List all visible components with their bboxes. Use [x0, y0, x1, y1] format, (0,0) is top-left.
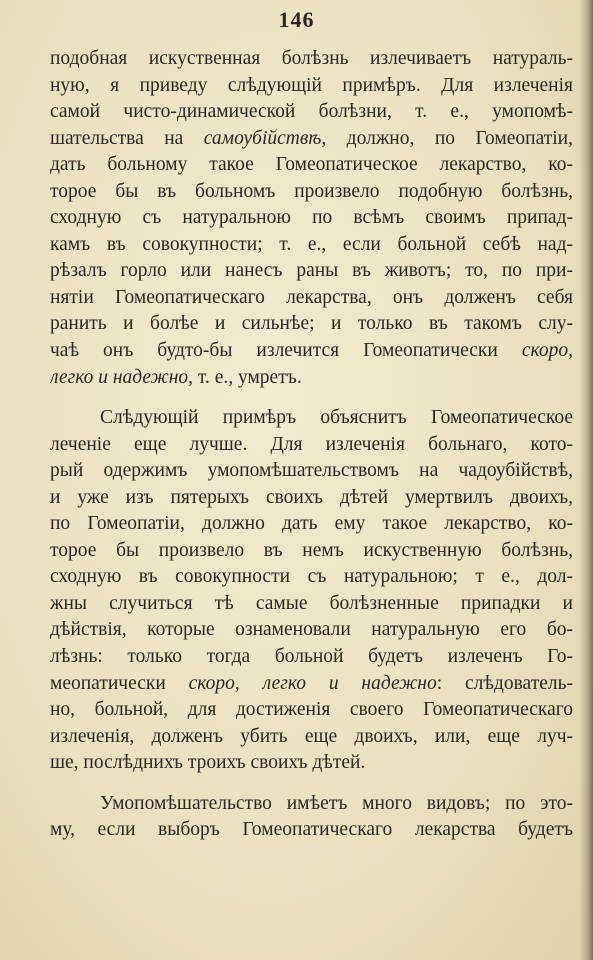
text-line: [50, 724, 573, 751]
text-line: [50, 432, 573, 459]
text-run: излеченія, долженъ убить еще двоихъ, или, еще луч-: [50, 725, 573, 747]
text-line: [50, 817, 573, 844]
text-line: [50, 152, 573, 179]
text-line: [50, 458, 573, 485]
text-run: чаѣ онъ будто-бы излечится Гомеопатически: [50, 340, 522, 362]
text-line: [50, 126, 573, 153]
text-line: [50, 617, 573, 644]
text-run: и уже изъ пятерыхъ своихъ дѣтей умертвилъ двоихъ,: [50, 486, 573, 508]
text-run: жны случиться тѣ самые болѣзненные припадки и: [50, 592, 573, 614]
text-line: [50, 258, 573, 285]
text-line: [50, 591, 573, 618]
paragraph: [50, 46, 573, 391]
text-run: ше, послѣднихъ троихъ своихъ дѣтей.: [50, 752, 366, 774]
text-line: [50, 205, 573, 232]
text-line: [50, 73, 573, 100]
text-run: торое бы произвело въ немъ искуственную болѣзнь,: [50, 539, 573, 561]
text-run: торое бы въ больномъ произвело подобную болѣзнь,: [50, 180, 573, 202]
text-line: [50, 338, 573, 365]
text-run: му, если выборъ Гомеопатическаго лекарства будетъ: [50, 819, 573, 841]
text-line: [50, 311, 573, 338]
paragraph-gap: [50, 391, 573, 405]
text-run: Умопомѣшательство имѣетъ много видовъ; по это-: [100, 792, 573, 814]
text-run: дать больному такое Гомеопатическое лекарство, ко-: [50, 154, 573, 176]
text-line: [50, 671, 573, 698]
text-line: [50, 564, 573, 591]
text-run: самой чисто-динамической болѣзни, т. е., умопомѣ-: [50, 101, 573, 123]
text-run: камъ въ совокупности; т. е., если больной себѣ над-: [50, 233, 573, 255]
text-run: шательства на: [50, 127, 204, 149]
text-run: , т. е., умретъ.: [188, 366, 302, 388]
paragraph: [50, 405, 573, 777]
text-line: [50, 99, 573, 126]
italic-text: легко и надежно: [50, 366, 189, 388]
text-line: [50, 791, 573, 818]
italic-text: скоро,: [521, 340, 573, 362]
text-run: сходную въ совокупности съ натуральною; т е., дол-: [50, 566, 573, 588]
text-run: : слѣдователь-: [436, 672, 573, 694]
text-line: [50, 46, 573, 73]
text-line: [50, 232, 573, 259]
text-line: [50, 697, 573, 724]
text-run: но, больной, для достиженія своего Гомеопатическаго: [50, 699, 573, 721]
text-run: леченіе еще лучше. Для излеченія больнаго, кото-: [50, 433, 573, 455]
text-run: Слѣдующій примѣръ объяснитъ Гомеопатическое: [100, 407, 573, 429]
text-line: [50, 405, 573, 432]
text-line: [50, 365, 573, 392]
text-run: рый одержимъ умопомѣшательствомъ на чадоубійствѣ,: [50, 460, 573, 482]
text-run: по Гомеопатіи, должно дать ему такое лекарство, ко-: [50, 513, 573, 535]
paragraph: [50, 791, 573, 844]
text-run: рѣзалъ горло или нанесъ раны въ животъ; то, по при-: [50, 260, 573, 282]
text-line: [50, 750, 573, 777]
text-run: лѣзнь: только тогда больной будетъ излеченъ Го-: [50, 646, 573, 668]
page-number: 146: [278, 7, 315, 32]
text-line: [50, 644, 573, 671]
italic-text: самоубійствѣ: [203, 127, 322, 149]
body-text: [50, 46, 573, 844]
italic-text: скоро, легко и надежно: [188, 672, 437, 694]
text-run: ную, я приведу слѣдующій примѣръ. Для излеченія: [50, 74, 573, 96]
text-run: сходную съ натуральною по всѣмъ своимъ припад-: [50, 207, 573, 229]
text-line: [50, 511, 573, 538]
text-run: дѣйствія, которые ознаменовали натуральную его бо-: [50, 619, 573, 641]
text-run: нятіи Гомеопатическаго лекарства, онъ долженъ себя: [50, 286, 573, 308]
text-run: подобная искуственная болѣзнь излечиваетъ натураль-: [50, 48, 573, 69]
text-line: [50, 285, 573, 312]
text-line: [50, 485, 573, 512]
text-run: ранить и болѣе и сильнѣе; и только въ такомъ слу-: [50, 313, 573, 335]
text-line: [50, 538, 573, 565]
text-run: меопатически: [50, 672, 189, 694]
text-run: , должно, по Гомеопатіи,: [321, 127, 573, 149]
page-binding-shadow: [579, 0, 593, 960]
paragraph-gap: [50, 777, 573, 791]
text-line: [50, 179, 573, 206]
